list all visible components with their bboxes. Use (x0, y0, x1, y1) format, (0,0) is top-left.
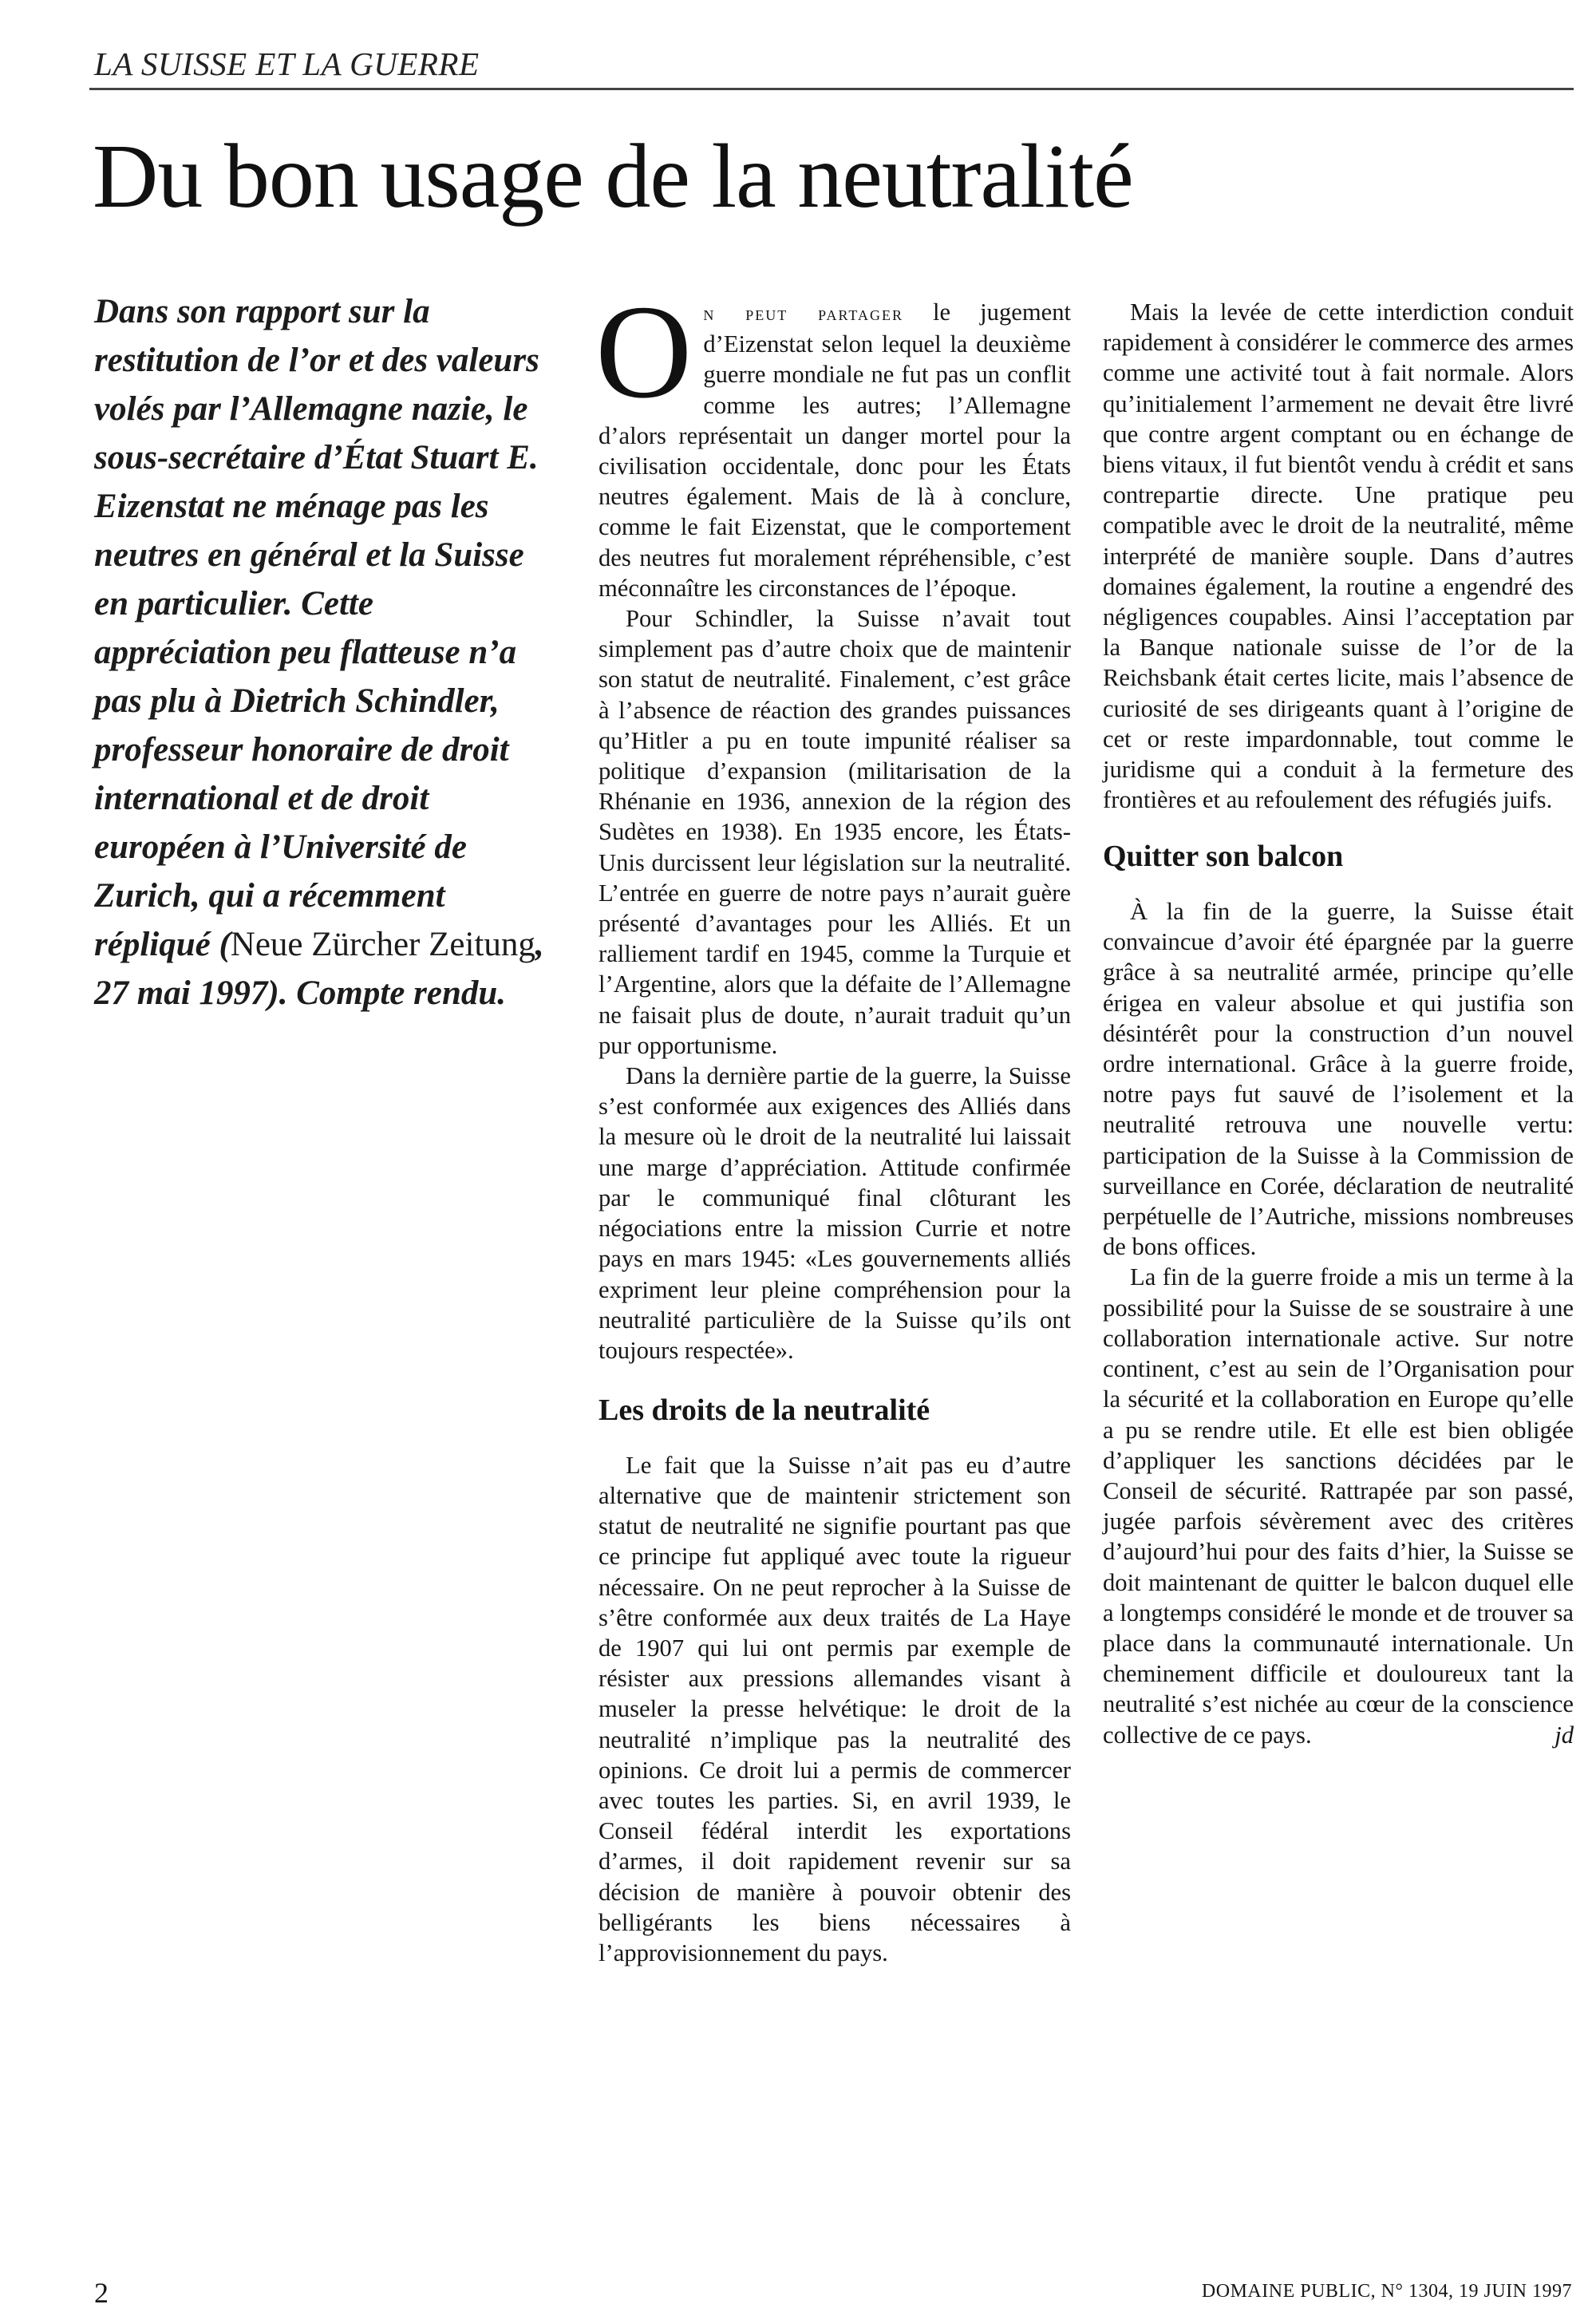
article-column-1 (595, 278, 1071, 1968)
subheading-droits: Les droits de la neutralité (598, 1393, 930, 1428)
paragraph-3: Dans la dernière partie de la guerre, la Suisse s’est conformée aux exigences des Alliés dans la mesure où le droit de la neutralité lui laissait une marge d’appréciation. Attitude confirmée par le communiqué final clôturant les négociations entre la mission Currie et notre pays en mars 1945: «Les gouvernements alliés expriment leur pleine compréhension pour la neutralité particulière de la Suisse qu’ils ont toujours respectée». (598, 1062, 1071, 1364)
paragraph-1-text: le jugement d’Eizenstat selon lequel la deuxième guerre mondiale ne fut pas un conflit comme les autres; l’Allemagne d’alors représentait un danger mortel pour la civilisation occidentale, donc pour les États neutres également. Mais de là à conclure, comme le fait Eizenstat, que le comportement des neutres fut moralement répréhensible, c’est méconnaître les circonstances de l’époque. (598, 298, 1071, 602)
page-number: 2 (94, 2277, 109, 2309)
article-standfirst (94, 287, 557, 1018)
article-column-2 (1103, 297, 1574, 1750)
paragraph-5: Mais la levée de cette interdiction conduit rapidement à considérer le commerce des armes comme une activité tout à fait normale. Alors qu’initialement l’armement ne devait être livré que contre argent comptant ou en échange de biens vitaux, il fut bientôt vendu à crédit et sans contrepartie directe. Une pratique peu compatible avec le droit de la neutralité, même interprété de manière souple. Dans d’autres domaines également, la routine a engendré des négligences coupables. Ainsi l’acceptation par la Banque nationale suisse de l’or de la Reichsbank était certes licite, mais l’absence de curiosité de ses dirigeants quant à l’origine de cet or reste impardonnable, tout comme le juridisme qui a conduit à la fermeture des frontières et au refoulement des réfugiés juifs. (1103, 298, 1574, 814)
paragraph-7 (1103, 1262, 1574, 1749)
subheading-balcon: Quitter son balcon (1103, 840, 1344, 874)
publication-footer: DOMAINE PUBLIC, N° 1304, 19 JUIN 1997 (1201, 2281, 1572, 2302)
standfirst-text-before: Dans son rapport sur la restitution de l’or et des valeurs volés par l’Allemagne nazie, le sous-secrétaire d’État Stuart E. Eizenstat ne ménage pas les neutres en général et la Suisse en particulier. Cette appréciation peu flatteuse n’a pas plu à Dietrich Schindler, professeur honoraire de droit international et de droit européen à l’Université de Zurich, qui a récemment répliqué ( (94, 293, 539, 963)
paragraph-1 (595, 278, 1071, 603)
paragraph-4: Le fait que la Suisse n’ait pas eu d’autre alternative que de maintenir strictement son statut de neutralité ne signifie pourtant pas que ce principe fut appliqué avec toute la rigueur nécessaire. On ne peut reprocher à la Suisse de s’être conformée aux deux traités de La Haye de 1907 qui lui ont permis par exemple de résister aux pressions allemandes visant à museler la presse helvétique: le droit de la neutralité n’implique pas la neutralité des opinions. Ce droit lui a permis de commercer avec toutes les parties. Si, en avril 1939, le Conseil fédéral interdit les exportations d’armes, il doit rapidement revenir sur sa décision de manière à pouvoir obtenir des belligérants les biens nécessaires à l’approvisionnement du pays. (598, 1451, 1071, 1966)
lead-in-smallcaps: n peut partager (703, 302, 903, 325)
standfirst-text-after: , 27 mai 1997). Compte rendu. (94, 926, 544, 1012)
paragraph-6: À la fin de la guerre, la Suisse était convaincue d’avoir été épargnée par la guerre grâce à sa neutralité armée, principe qu’elle érigea en valeur absolue et qui justifia son désintérêt pour la construction d’un nouvel ordre international. Grâce à la guerre froide, notre pays fut sauvé de l’isolement et la neutralité retrouva une nouvelle vertu: participation de la Suisse à la Commission de surveillance en Corée, déclaration de neutralité perpétuelle de l’Autriche, missions nombreuses de bons offices. (1103, 898, 1574, 1261)
paragraph-7-text: La fin de la guerre froide a mis un terme à la possibilité pour la Suisse de se soustraire à une collaboration internationale active. Sur notre continent, c’est au sein de l’Organisation pour la sécurité et la collaboration en Europe qu’elle a pu se rendre utile. Et elle est bien obligée d’appliquer les sanctions décidées par le Conseil de sécurité. Rattrapée par son passé, jugée parfois sévèrement avec des critères d’aujourd’hui pour des faits d’hier, la Suisse se doit maintenant de quitter le balcon duquel elle a longtemps considéré le monde et de trouver sa place dans la communauté internationale. Un cheminement difficile et douloureux tant la neutralité s’est nichée au cœur de la conscience collective de ce pays. (1103, 1263, 1574, 1749)
newspaper-name: Neue Zürcher Zeitung (230, 926, 535, 963)
drop-cap: O (595, 278, 693, 426)
section-rubric: LA SUISSE ET LA GUERRE (94, 45, 480, 82)
header-rule (89, 88, 1574, 90)
article-title: Du bon usage de la neutralité (93, 125, 1133, 227)
author-signature: jd (1555, 1721, 1574, 1749)
paragraph-2: Pour Schindler, la Suisse n’avait tout simplement pas d’autre choix que de maintenir son statut de neutralité. Finalement, c’est grâce à l’absence de réaction des grandes puissances qu’Hitler a pu en toute impunité réaliser sa politique d’expansion (militarisation de la Rhénanie en 1936, annexion de la région des Sudètes en 1938). En 1935 encore, les États-Unis durcissent leur législation sur la neutralité. L’entrée en guerre de notre pays n’aurait guère présenté d’avantages pour les Alliés. Et un ralliement tardif en 1945, comme la Turquie et l’Argentine, alors que la défaite de l’Allemagne ne faisait plus de doute, n’aurait traduit qu’un pur opportunisme. (598, 605, 1071, 1059)
